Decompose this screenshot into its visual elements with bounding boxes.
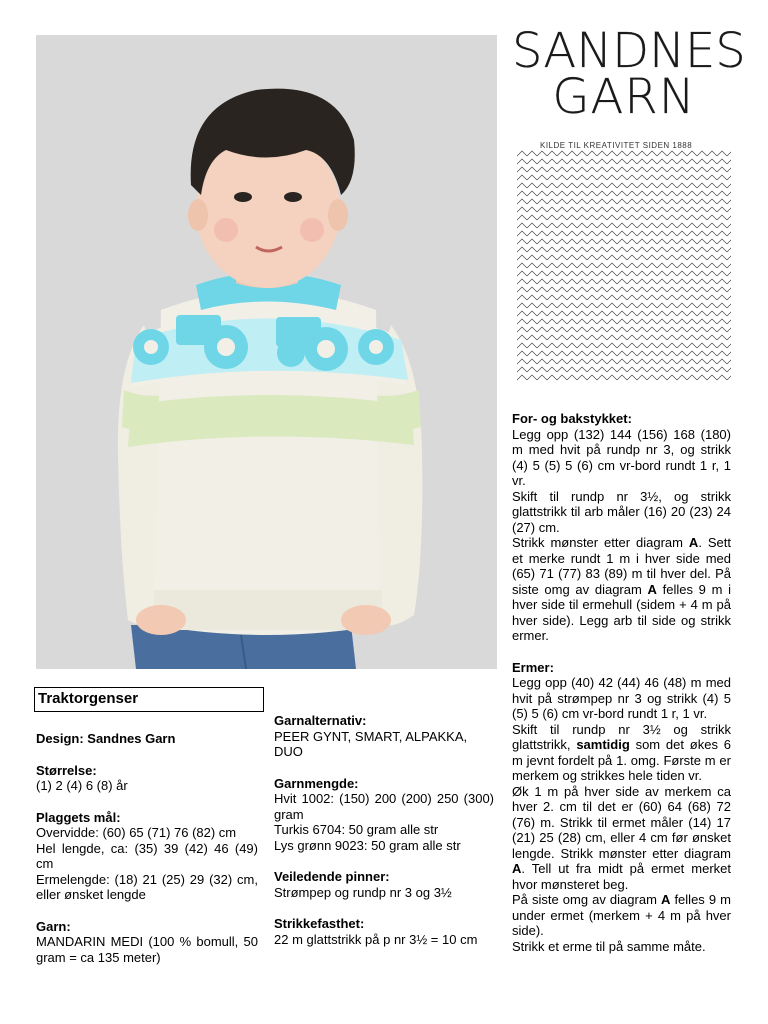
yarn-amount-line: Hvit 1002: (150) 200 (200) 250 (300) gram [274, 791, 494, 822]
gauge-heading: Strikkefasthet: [274, 916, 365, 931]
size-heading: Størrelse: [36, 762, 97, 778]
pattern-title: Traktorgenser [34, 687, 264, 712]
sleeve-paragraph: Legg opp (40) 42 (44) 46 (48) m med hvit på strømpep nr 3 og strikk (4) 5 (5) 5 (6) cm vr-bord rundt 1 r, 1 vr. [512, 675, 731, 721]
brand-logo [512, 23, 746, 125]
gauge-text: 22 m glattstrikk på p nr 3½ = 10 cm [274, 931, 478, 947]
needles-text: Strømpep og rundp nr 3 og 3½ [274, 884, 452, 900]
sleeve-heading: Ermer: [512, 659, 554, 675]
sleeve-paragraph: Øk 1 m på hver side av merkem ca hver 2. cm til det er (60) 64 (68) 72 (76) m. Strikk til ermet måler (14) 17 (21) 25 (28) cm, eller 4 cm før ønsket lengde. Strikk mønster etter diagram A. Tell ut fra midt på ermet merket hvor mønsteret beg. [512, 783, 731, 892]
right-column [512, 411, 731, 954]
alt-yarn-heading: Garnalternativ: [274, 713, 367, 728]
needles-heading: Veiledende pinner: [274, 869, 390, 884]
sleeve-paragraph: Skift til rundp nr 3½ og strikk glattstrikk, samtidig som det økes 6 m jevnt fordelt på 1. omg. Første m er merkem og strikkes hele tiden vr. [512, 721, 731, 783]
measure-line: Hel lengde, ca: (35) 39 (42) 46 (49) cm [36, 840, 258, 871]
brand-tagline: KILDE TIL KREATIVITET SIDEN 1888 [540, 141, 693, 149]
brand-name-line1: SANDNES [512, 23, 746, 79]
sleeve-paragraph: På siste omg av diagram A felles 9 m under ermet (merkem + 4 m på hver side). [512, 892, 731, 938]
child-sweater-illustration [36, 35, 497, 669]
yarn-heading: Garn: [36, 918, 71, 934]
size-text: (1) 2 (4) 6 (8) år [36, 778, 128, 793]
zigzag-pattern [517, 150, 731, 382]
brand-name-line2: GARN [552, 69, 696, 125]
yarn-amount-line: Lys grønn 9023: 50 gram alle str [274, 837, 461, 853]
body-paragraph: Strikk mønster etter diagram A. Sett et merke rundt 1 m i hver side med (65) 71 (77) 83 (89) m til hver del. På siste omg av diagram A felles 9 m i hver side til ermehull (sidem + 4 m på hver side). Legg arb til side og strikk ermer. [512, 535, 731, 643]
body-paragraph: Skift til rundp nr 3½, og strikk glattstrikk til arb måler (16) 20 (23) 24 (27) cm. [512, 488, 731, 535]
yarn-amount-line: Turkis 6704: 50 gram alle str [274, 822, 439, 837]
yarn-text: MANDARIN MEDI (100 % bomull, 50 gram = ca 135 meter) [36, 934, 258, 965]
measure-line: Ermelengde: (18) 21 (25) 29 (32) cm, eller ønsket lengde [36, 871, 258, 902]
measure-line: Overvidde: (60) 65 (71) 76 (82) cm [36, 825, 237, 840]
yarn-amount-heading: Garnmengde: [274, 775, 359, 791]
sleeve-paragraph: Strikk et erme til på samme måte. [512, 938, 706, 954]
measure-heading: Plaggets mål: [36, 809, 121, 825]
body-paragraph: Legg opp (132) 144 (156) 168 (180) m med hvit på rundp nr 3, og strikk (4) 5 (5) 5 (6) cm vr-bord rundt 1 r, 1 vr. [512, 426, 731, 488]
alt-yarn-text: PEER GYNT, SMART, ALPAKKA, DUO [274, 728, 468, 759]
left-column [36, 731, 258, 965]
middle-column [274, 713, 494, 947]
design-credit: Design: Sandnes Garn [36, 731, 176, 746]
product-photo [36, 35, 497, 669]
body-heading: For- og bakstykket: [512, 411, 632, 426]
